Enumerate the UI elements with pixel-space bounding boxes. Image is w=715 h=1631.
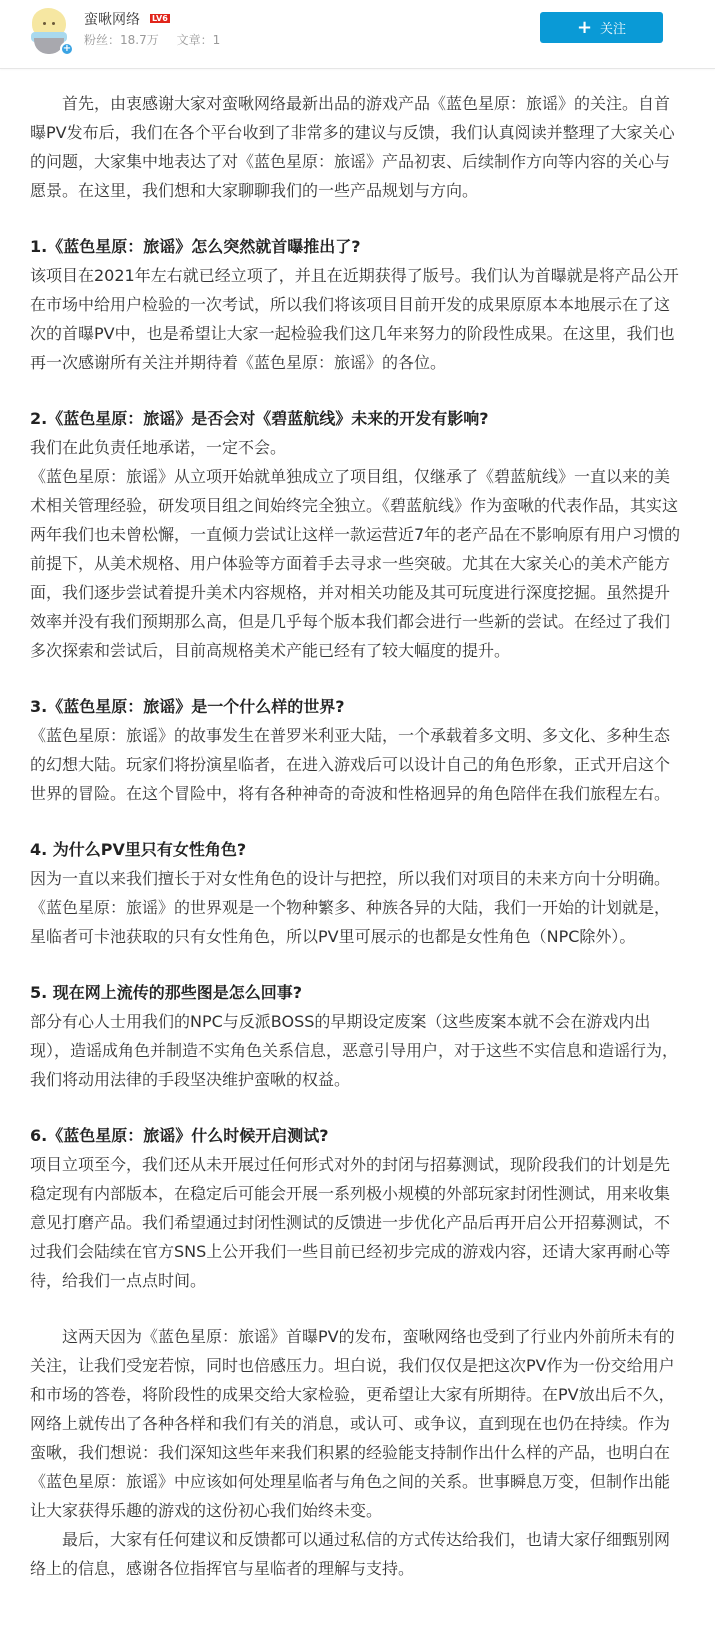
author-stats — [84, 31, 234, 48]
section-paragraph: 我们在此负责任地承诺，一定不会。 — [30, 438, 287, 457]
intro-paragraph: 首先，由衷感谢大家对蛮啾网络最新出品的游戏产品《蓝色星原：旅谣》的关注。自首曝PV发布后，我们在各个平台收到了非常多的建议与反馈，我们认真阅读并整理了大家关心的问题，大家集中地表达了对《蓝色星原：旅谣》产品初衷、后续制作方向等内容的关心与愿景。在这里，我们想和大家聊聊我们的一些产品规划与方向。 — [30, 94, 675, 200]
plus-icon: + — [576, 16, 593, 38]
fans-count: 粉丝：18.7万 — [84, 33, 159, 47]
section-heading-1: 1.《蓝色星原：旅谣》怎么突然就首曝推出了? — [30, 237, 361, 256]
avatar-eye — [43, 22, 46, 25]
section-heading-2: 2.《蓝色星原：旅谣》是否会对《碧蓝航线》未来的开发有影响? — [30, 409, 489, 428]
section-paragraph: 因为一直以来我们擅长于对女性角色的设计与把控，所以我们对项目的未来方向十分明确。《蓝色星原：旅谣》的世界观是一个物种繁多、种族各异的大陆，我们一开始的计划就是，星临者可卡池获取的只有女性角色，所以PV里可展示的也都是女性角色（NPC除外）。 — [30, 869, 671, 946]
author-name[interactable]: 蛮啾网络 — [84, 12, 140, 28]
avatar[interactable] — [28, 8, 72, 52]
closing-paragraph: 这两天因为《蓝色星原：旅谣》首曝PV的发布，蛮啾网络也受到了行业内外前所未有的关注，让我们受宠若惊，同时也倍感压力。坦白说，我们仅仅是把这次PV作为一份交给用户和市场的答卷，将阶段性的成果交给大家检验，更希望让大家有所期待。在PV放出后不久，网络上就传出了各种各样和我们有关的消息，或认可、或争议，直到现在也仍在持续。作为蛮啾，我们想说：我们深知这些年来我们积累的经验能支持制作出什么样的产品，也明白在《蓝色星原：旅谣》中应该如何处理星临者与角色之间的关系。世事瞬息万变，但制作出能让大家获得乐趣的游戏的这份初心我们始终未变。 — [30, 1327, 675, 1520]
follow-button[interactable] — [540, 12, 663, 43]
section-heading-5: 5. 现在网上流传的那些图是怎么回事? — [30, 983, 303, 1002]
section-heading-6: 6.《蓝色星原：旅谣》什么时候开启测试? — [30, 1126, 329, 1145]
section-paragraph: 部分有心人士用我们的NPC与反派BOSS的早期设定废案（这些废案本就不会在游戏内出现），造谣成角色并制造不实角色关系信息，恶意引导用户，对于这些不实信息和造谣行为，我们将动用法律的手段坚决维护蛮啾的权益。 — [30, 1012, 679, 1089]
section-paragraph: 《蓝色星原：旅谣》从立项开始就单独成立了项目组，仅继承了《碧蓝航线》一直以来的美术相关管理经验，研发项目组之间始终完全独立。《碧蓝航线》作为蛮啾的代表作品，其实这两年我们也未曾松懈，一直倾力尝试让这样一款运营近7年的老产品在不影响原有用户习惯的前提下，从美术规格、用户体验等方面着手去寻求一些突破。尤其在大家关心的美术产能方面，我们逐步尝试着提升美术内容规格，并对相关功能及其可玩度进行深度挖掘。虽然提升效率并没有我们预期那么高，但是几乎每个版本我们都会进行一些新的尝试。在经过了我们多次探索和尝试后，目前高规格美术产能已经有了较大幅度的提升。 — [30, 467, 681, 660]
closing-paragraph: 最后，大家有任何建议和反馈都可以通过私信的方式传达给我们，也请大家仔细甄别网络上的信息，感谢各位指挥官与星临者的理解与支持。 — [30, 1530, 671, 1578]
avatar-eye — [52, 22, 55, 25]
section-heading-4: 4. 为什么PV里只有女性角色? — [30, 840, 247, 859]
article-body — [0, 89, 715, 1583]
level-badge: LV6 — [152, 14, 168, 23]
plus-circle-icon: + — [60, 42, 74, 56]
section-paragraph: 《蓝色星原：旅谣》的故事发生在普罗米利亚大陆，一个承载着多文明、多文化、多种生态的幻想大陆。玩家们将扮演星临者，在进入游戏后可以设计自己的角色形象，正式开启这个世界的冒险。在这个冒险中，将有各种神奇的奇波和性格迥异的角色陪伴在我们旅程左右。 — [30, 726, 671, 803]
section-paragraph: 项目立项至今，我们还从未开展过任何形式对外的封闭与招募测试，现阶段我们的计划是先稳定现有内部版本，在稳定后可能会开展一系列极小规模的外部玩家封闭性测试，用来收集意见打磨产品。我们希望通过封闭性测试的反馈进一步优化产品后再开启公开招募测试，不过我们会陆续在官方SNS上公开我们一些目前已经初步完成的游戏内容，还请大家再耐心等待，给我们一点点时间。 — [30, 1155, 671, 1290]
author-header — [0, 0, 715, 69]
follow-button-label: 关注 — [600, 22, 627, 37]
section-heading-3: 3.《蓝色星原：旅谣》是一个什么样的世界? — [30, 697, 345, 716]
section-paragraph: 该项目在2021年左右就已经立项了，并且在近期获得了版号。我们认为首曝就是将产品公开在市场中给用户检验的一次考试，所以我们将该项目目前开发的成果原原本本地展示在了这次的首曝PV中，也是希望让大家一起检验我们这几年来努力的阶段性成果。在这里，我们也再一次感谢所有关注并期待着《蓝色星原：旅谣》的各位。 — [30, 266, 679, 372]
articles-count: 文章：1 — [176, 33, 221, 47]
